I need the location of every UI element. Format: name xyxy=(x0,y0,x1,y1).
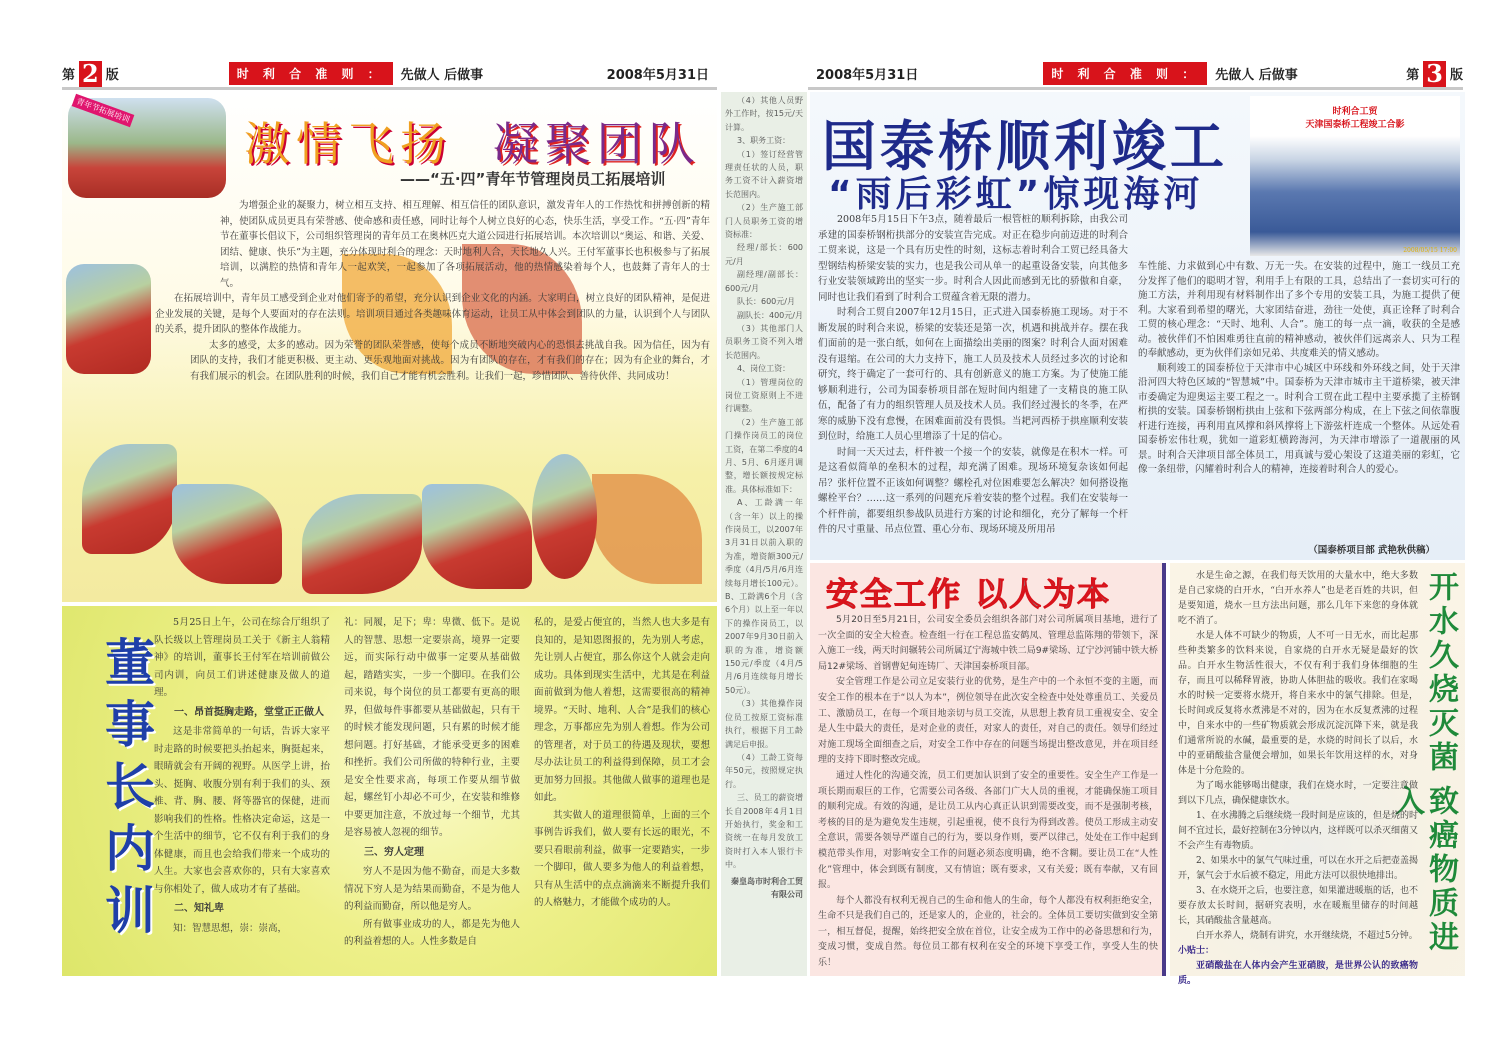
chairman-col-2 xyxy=(344,614,520,951)
paragraph: 水是生命之源，在我们每天饮用的大量水中，绝大多数是自己家烧的白开水，“白开水养人”也是老百姓的共识，但是要知道，烧水一旦方法出问题，那么几年下来您的身体就吃不消了。 xyxy=(1178,571,1418,626)
photo-caption: 时利合工贸 xyxy=(1332,107,1378,117)
training-photo xyxy=(68,98,226,198)
photo-caption: 天津国泰桥工程竣工合影 xyxy=(1305,120,1405,130)
training-photo xyxy=(66,264,151,374)
page-number: 3 xyxy=(1423,61,1446,87)
issue-date: 2008年5月31日 xyxy=(606,68,709,83)
paragraph: 时利合工贸自2007年12月15日，正式进入国泰桥施工现场。对于不断发展的时利合来说，桥梁的安装还是第一次，机遇和挑战并存。摆在我们面前的是一张白纸，如何在上面描绘出美丽的图案？时利合人面对困难没有退缩。在公司的大力支持下，施工人员及技术人员经过多次的讨论和研究，终于确定了一套可行的、具有创新意义的施工方案。为了使施工能够顺利进行，公司为国泰桥项目部在短时间内组建了一支精良的施工队伍，配备了有力的组织管理人员及技术人员。我们经过漫长的冬季，在严寒的威胁下没有怠慢，在困难面前没有畏惧。当耙河西桥于拱座顺利安装到位时，给施工人员心里增添了十足的信心。 xyxy=(818,307,1128,442)
paragraph: 私的，是爱占便宜的，当然人也大多是有良知的，是知恩图报的，先为别人考虑，先让别人占便宜，那么你这个人就会走向成功。具体到现实生活中，尤其是在利益面前做到为他人着想，这需要很高的精神境界。“天时、地利、人合”是我们的核心理念，万事都应先为别人着想。作为公司的管理者，对于员工的待遇及现状，要想尽办法让员工的利益得到保障，员工才会更加努力回报。其他做人做事的道理也是如此。 xyxy=(534,617,710,803)
page-number: 2 xyxy=(79,61,102,87)
chairman-article xyxy=(62,606,717,976)
motto-text: 先做人 后做事 xyxy=(1215,68,1298,83)
leaf-decoration xyxy=(592,474,702,584)
paragraph: 在拓展培训中，青年员工感受到企业对他们寄予的希望，充分认识到企业文化的内涵。大家明白，树立良好的团队精神，是促进企业发展的关键，是每个人要面对的存在法则。培训项目通过各类趣味体育运动，让员工从中体会到团队的力量，认识到个人与团队的关系，提升团队的整体作战能力。 xyxy=(155,293,710,335)
page-label: 第 xyxy=(62,68,76,83)
paragraph: 穷人不是因为他不勤奋，而是大多数情况下穷人是为结果而勤奋，不是为他人的利益而勤奋，所以他是穷人。 xyxy=(344,866,520,912)
tip-text: 亚硝酸盐在人体内会产生亚硝胺，是世界公认的致癌物质。 xyxy=(1178,961,1418,986)
paragraph: 知：智慧思想，崇：崇高， xyxy=(173,922,288,934)
right-page-header xyxy=(808,60,1463,90)
bridge-article xyxy=(810,92,1465,560)
paragraph: 每个人都没有权利无视自己的生命和他人的生命，每个人都没有权利拒绝安全，生命不只是我们自己的，还是家人的，企业的，社会的。全体员工要切实做到安全第一，相互督促，提醒，始终把安全放在首位，让安全成为工作中的必备思想和行为，变成习惯，变成自然。每位员工都有权利在安全的环境下享受工作，享受人生的快乐！ xyxy=(818,895,1158,969)
bridge-subtitle: “雨后彩虹”惊现海河 xyxy=(828,174,1204,215)
water-title-b: 致癌物质进入 xyxy=(1389,785,1458,955)
water-article xyxy=(1170,563,1465,986)
safety-title: 安全工作 以人为本 xyxy=(826,575,1112,613)
team-photo xyxy=(1250,96,1460,256)
training-photo xyxy=(302,494,422,594)
section-heading: 一、昂首挺胸走路，堂堂正正做人 xyxy=(174,706,324,718)
sidebar-paragraphs xyxy=(725,94,803,872)
training-photo xyxy=(172,484,282,584)
sidebar-paragraph: 队长：600元/月 xyxy=(737,297,795,307)
safety-article xyxy=(810,563,1166,976)
paragraph: 白开水养人，烧制有讲究，水开继续烧，不超过5分钟。 xyxy=(1196,931,1418,941)
title-part-b: 凝聚团队 xyxy=(492,117,701,171)
sidebar-paragraph: （2）生产施工部门人员职务工资的增资标准： xyxy=(725,203,803,240)
paragraph: 1、在水沸腾之后继续烧一段时间是应该的，但是烧的时间不宜过长，最好控制在3分钟以内，这样既可以杀灭细菌又不会产生有毒物质。 xyxy=(1178,811,1418,851)
section-heading: 三、穷人定理 xyxy=(364,846,424,858)
motto-text: 先做人 后做事 xyxy=(400,68,484,83)
water-title-a: 开水久烧灭菌 xyxy=(1423,571,1458,775)
issue-date: 2008年5月31日 xyxy=(816,68,919,83)
left-page-header xyxy=(62,60,717,90)
sidebar-paragraph: （1）签订经营管理责任状的人员，职务工资不计入薪资增长范围内。 xyxy=(725,149,803,199)
sidebar-paragraph: 副经理/副部长：600元/月 xyxy=(725,270,803,293)
sidebar-paragraph: 三、员工的薪资增长自2008年4月1日开始执行，奖金和工资统一在每月发放工资时打入本人银行卡中。 xyxy=(725,793,803,870)
sidebar-paragraph: 4、岗位工资： xyxy=(737,364,791,374)
page-label: 版 xyxy=(105,68,119,83)
sidebar-paragraph: （3）其他部门人员职务工资不列入增长范围内。 xyxy=(725,323,803,360)
paragraph: 5月20日至5月21日，公司安全委员会组织各部门对公司所属项目基地，进行了一次全面的安全大检查。检查组一行在工程总监安鹤凤、管理总监陈翔的带领下，深入施工一线，两天时间辗转公司所属辽宁海城中铁二局9#梁场、辽宁沙河铺中铁大桥局12#梁场、首钢曹妃甸连铸厂、天津国泰桥项目部。 xyxy=(818,615,1158,672)
bridge-col-1 xyxy=(818,212,1128,538)
paragraph: 为增强企业的凝聚力，树立相互支持、相互理解、相互信任的团队意识，激发青年人的工作热忱和拼搏创新的精神，使团队成员更具有荣誉感、使命感和责任感，同时让每个人树立良好的心态，快乐生活，享受工作。“五·四”青年节在董事长倡议下，公司组织管理岗的青年员工在奥林匹克大道公园进行拓展培训。本次培训以“奥运、和谐、关爱、团结、健康、快乐”为主题，充分体现时利合的理念：天时地利人合，天长地久人兴。王付军董事长也积极参与了拓展培训，以满腔的热情和青年人一起欢笑，一起参加了各项拓展活动，他的热情感染着每个人，也鼓舞了青年人的士气。 xyxy=(220,200,710,289)
bridge-col-2 xyxy=(1138,260,1460,478)
sidebar-paragraph: 经理/部长：600元/月 xyxy=(725,243,803,266)
title-part-a: 激情飞扬 xyxy=(244,117,452,171)
training-subtitle: ——“五·四”青年节管理岗员工拓展培训 xyxy=(400,170,666,188)
training-body xyxy=(70,198,710,384)
sidebar-paragraph: （3）其他操作岗位员工按原工资标准执行，根据下月工龄满足后申报。 xyxy=(725,699,803,749)
paragraph: 5月25日上午，公司在综合厅组织了队长级以上管理岗员工关于《新主人翁精神》的培训，董事长王付军在培训前做公司内训，向员工们讲述健康及做人的道理。 xyxy=(154,617,330,698)
chairman-col-1 xyxy=(154,614,330,937)
photo-banner: 青年节拓展培训 xyxy=(72,94,135,127)
paragraph: 时间一天天过去，杆件被一个接一个的安装，就像是在积木一样。可是这看似简单的垒积木的过程，却充满了困难。现场环境复杂该如何起吊？张杆位置不正该如何调整？螺栓孔对位困难要怎么解决？如何搭设拖螺栓平台？……这一系列的问题充斥着安装的整个过程。我们在安装每一个杆件前，都要组织参战队员进行方案的讨论和细化，充分了解每一个杆件的尺寸重量、吊点位置、重心分布、现场环境及所用吊 xyxy=(818,446,1128,535)
paragraph: 顺利竣工的国泰桥位于天津市中心城区中环线和外环线之间，处于天津沿河四大特色区域的“智慧城”中。国泰桥为天津市城市主干道桥梁，被天津市委确定为迎奥运主要工程之一。时利合工贸在此工程中主要承揽了主桥钢桁拱的安装。国泰桥钢桁拱由上弦和下弦两部分构成，在上下弦之间依靠腹杆进行连接，再利用直风撑和斜风撑将上下游弦杆连成一个整体。从远处看国泰桥宏伟壮观，犹如一道彩虹横跨海河，为天津市增添了一道靓丽的风景。时利合天津项目部全体员工，用真诚与爱心架设了这道美丽的彩虹，它像一条纽带，闪耀着时利合人的精神，连接着时利合人的爱心。 xyxy=(1138,362,1460,475)
safety-body xyxy=(818,613,1158,972)
training-title xyxy=(244,108,701,174)
paragraph: 为了喝水能够喝出健康，我们在烧水时，一定要注意做到以下几点，确保健康饮水。 xyxy=(1178,781,1418,806)
paragraph: 安全管理工作是公司立足安装行业的优势，是生产中的一个永恒不变的主题，而安全工作的根本在于“以人为本”，例位领导在此次安全检查中处处尊重员工、关爱员工、激励员工，在每一个项目地亲切与员工交流，从思想上教育员工重视安全、安全是人生中最大的责任，是对企业的责任，对家人的责任，对自己的责任。领导们经过对施工现场全面细查之后，对安全工作中存在的问题当场提出整改意见，并在项目经理的支持下即时整改完成。 xyxy=(818,677,1158,766)
sidebar-paragraph: （1）管理岗位的岗位工资原则上不进行调整。 xyxy=(725,377,803,414)
paragraph: 车性能、力求做到心中有数、万无一失。在安装的过程中，施工一线员工充分发挥了他们的聪明才智，利用手上有限的工具，总结出了一套切实可行的施工方法，并利用现有材料制作出了多个专用的安装工具，为施工提供了便利。大家看到希望的曙光，大家团结奋进，劲往一处使，真正诠释了时利合工贸的核心理念：“天时、地利、人合”。施工的每一点一滴，收获的全是感动。被伙伴们不怕困难勇往直前的精神感动，被伙伴们远离亲人、只为工程的奉献感动，更为伙伴们亲如兄弟、共度难关的情义感动。 xyxy=(1138,261,1460,359)
page-label: 版 xyxy=(1449,68,1463,83)
salary-sidebar xyxy=(721,92,807,976)
training-photo xyxy=(422,484,532,589)
training-photo xyxy=(532,454,597,579)
section-heading: 二、知礼卑 xyxy=(174,903,224,914)
sidebar-paragraph: （4）其他人员野外工作时，按15元/天计算。 xyxy=(725,96,803,132)
water-body xyxy=(1178,569,1418,989)
paragraph: 这是非常简单的一句话，告诉大家平时走路的时候要把头抬起来，胸挺起来，眼睛就会有开阔的视野。从医学上讲，抬头、挺胸、收腹分别有利于我们的头、颈椎、背、胸、腰、肾等器官的保健，进而影响我们的性格。性格决定命运，这是一个生活中的细节，它不仅有利于我们的身体健康，而且也会给我们带来一个成功的人生。大家也会喜欢你的，只有大家喜欢与你相处了，做人成功才有了基础。 xyxy=(154,726,330,895)
page-label: 第 xyxy=(1406,68,1420,83)
sidebar-paragraph: （4）工龄工资每年50元，按照规定执行。 xyxy=(725,752,803,789)
motto-label: 时 利 合 准 则 ： xyxy=(1043,62,1207,85)
paragraph: 水是人体不可缺少的物质，人不可一日无水，而比起那些种类繁多的饮料来说，自家烧的白开水无疑是最好的饮品。白开水生物活性很大，不仅有利于我们身体细胞的生存，而且可以稀释胃液，协助人体胆盐的吸收。我们在家喝水的时候一定要将水烧开，将自来水中的氯气排除。但是，长时间或反复将水煮沸是不对的，因为在水反复煮沸的过程中，自来水中的一些矿物质就会形成沉淀沉降下来，就是我们通常所说的水碱，最重要的是，水烧的时间长了以后，水中的亚硝酸盐含量便会增加，如果长年饮用这样的水，对身体是十分危险的。 xyxy=(1178,631,1418,776)
paragraph: 2、如果水中的氯气气味过重，可以在水开之后把壶盖揭开，氯气会于水后被不稳定，用此方法可以很快地排出。 xyxy=(1178,856,1418,881)
paragraph: 通过人性化的沟通交流，员工们更加认识到了安全的重要性。安全生产工作是一项长期而艰巨的工作，它需要公司各级、各部门广大人员的重视，才能确保施工项目的顺利完成。有效的沟通，是让员工从内心真正认识到需要改变，而不是强制考核，考核的目的是为避免发生违规，引起重视，使不良行为得到改善。使员工形成主动安全意识，需要各领导严谨自己的行为，要以身作则，要严以律己，处处在工作中起到模范带头作用，对影响安全工作的问题必须态度明确，绝不含糊。要让员工在“人性化”管理中，体会到既有制度，又有情谊；既有要求，又有关爱；既有奉献，又有回报。 xyxy=(818,770,1158,891)
training-photo xyxy=(82,444,177,554)
chairman-col-3 xyxy=(534,614,710,912)
bridge-byline: （国泰桥项目部 武艳秋供稿） xyxy=(1308,545,1435,556)
photo-timestamp: 2008/05/15 17:00 xyxy=(1403,247,1457,254)
sidebar-paragraph: A、工龄满一年（含一年）以上的操作岗员工，以2007年3月31日以前入职的为准，增资额300元/季度（4月/5月/6月连续每月增长100元）。B、工龄满6个月（含6个月）以上至一年以下的操作岗员工，以2007年9月30日前入职的为准，增资额150元/季度（4月/5月/6月连续每月增长50元）。 xyxy=(725,498,803,695)
sidebar-paragraph: （2）生产施工部门操作岗员工的岗位工资，在第二季度的4月、5月、6月逐月调整，增长额按规定标准。具体标准如下： xyxy=(725,417,803,494)
paragraph: 所有做事业成功的人，都是先为他人的利益着想的人。人性多数是自 xyxy=(344,918,520,947)
sidebar-signature: 秦皇岛市时利合工贸有限公司 xyxy=(731,876,803,899)
sidebar-paragraph: 副队长：400元/月 xyxy=(737,310,803,320)
motto-label: 时 利 合 准 则 ： xyxy=(229,62,393,85)
paragraph: 3、在水烧开之后，也要注意，如果灌进暖瓶的话，也不要存放太长时间，据研究表明，水在暖瓶里储存的时间越长，其硝酸盐含量越高。 xyxy=(1178,886,1418,926)
paragraph: 其实做人的道理很简单，上面的三个事例告诉我们，做人要有长远的眼光，不要只看眼前利益，做事一定要踏实，一步一个脚印，做人要多为他人的利益着想，只有从生活中的点点滴滴来不断提升我们的人格魅力，才能做个成功的人。 xyxy=(534,809,710,908)
bridge-title: 国泰桥顺利竣工 xyxy=(822,115,1228,178)
sidebar-paragraph: 3、职务工资： xyxy=(737,136,791,146)
paragraph: 礼：同履，足下；卑：卑微、低下。是说人的智慧、思想一定要崇高，境界一定要远，而实际行动中做事一定要从基础做起，踏踏实实，一步一个脚印。在我们公司来说，每个岗位的员工都要有更高的眼界，但做每件事都要从基础做起，只有干的时候才能发现问题，只有累的时候才能想问题。打好基础，才能承受更多的困难和挫折。我们公司所做的特种行业，主要是安全性要求高，每项工作要从细节做起，螺丝钉小却必不可少，在安装和维修中要更加注意，不放过每一个细节，尤其是容易被人忽视的细节。 xyxy=(344,617,520,838)
paragraph: 太多的感受，太多的感动。因为荣誉的团队荣誉感，使每个成员不断地突破内心的恐惧去挑战自我。因为信任，因为有团队的支持，我们才能更积极、更主动、更乐观地面对挑战。因为有团队的存在，才有我们的存在；因为有企业的舞台，才有我们展示的机会。在团队胜利的时候，我们自己才能有机会胜利。让我们一起，珍惜团队、善待伙伴、共同成功！ xyxy=(190,339,710,382)
chairman-title: 董事长内训 xyxy=(97,636,155,946)
training-article xyxy=(62,94,717,602)
paragraph: 2008年5月15日下午3点，随着最后一根管桩的顺利拆除，由我公司承建的国泰桥钢桁拱部分的安装宣告完成。对正在稳步向前迈进的时利合工贸来说，这是一个具有历史性的时刻，这标志着时利合工贸已经具备大型钢结构桥梁安装的实力，也是我公司从单一的起重设备安装，向其他多行业安装领域跨出的坚实一步。时利合人因此而感到无比的骄傲和自豪，同时也让我们看到了时利合工贸蕴含着无限的潜力。 xyxy=(818,214,1128,303)
tip-label: 小贴士： xyxy=(1178,946,1215,956)
